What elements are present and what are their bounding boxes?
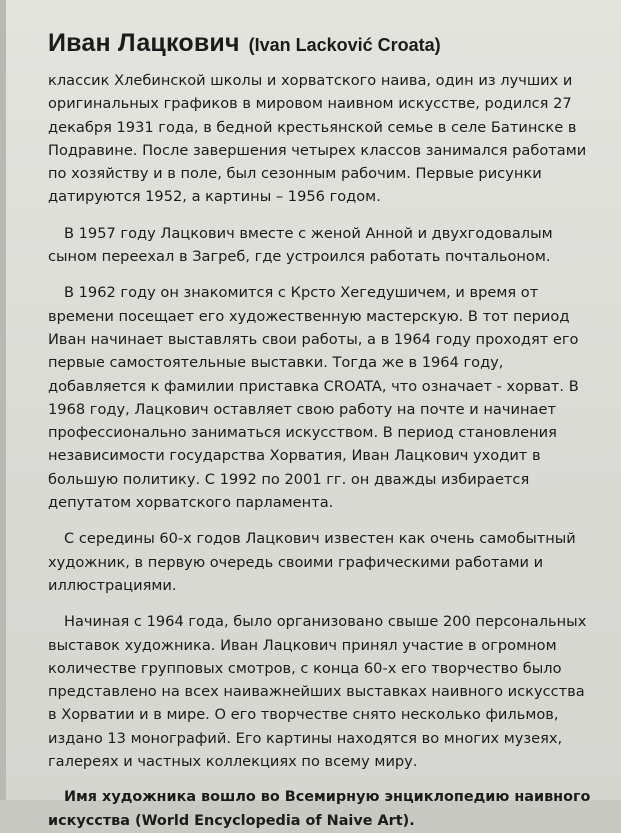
title-latin-name: (Ivan Lacković Croata) [248, 35, 441, 55]
paragraph-graphic-works: С середины 60-х годов Лацкович известен как очень самобытный художник, в первую очередь своими графическими работами и иллюстрациями. [48, 530, 576, 594]
paragraph-biography-intro: классик Хлебинской школы и хорватского наива, один из лучших и оригинальных графиков в мировом наивном искусстве, родился 27 декабря 1931 года, в бедной крестьянской семье в селе Батинске в Подравине. После завершения четырех классов занимался работами по хозяйству и в поле, был сезонным рабочим. Первые рисунки датируются 1952, а картины – 1956 годом. [48, 72, 587, 206]
paragraph-encyclopedia: Имя художника вошло во Всемирную энциклопедию наивного искусства (World Encyclopedia of Naive Art). [48, 789, 591, 829]
paragraph-move-to-zagreb: В 1957 году Лацкович вместе с женой Анной и двухгодовалым сыном переехал в Загреб, где устроился работать почтальоном. [48, 224, 553, 266]
paragraph-exhibitions: Начиная с 1964 года, было организовано свыше 200 персональных выставок художника. Иван Лацкович принял участие в огромном количестве групповых смотров, с конца 60-х его творчество было представлено на всех наиважнейших выставках наивного искусства в Хорватии и в мире. О его творчестве снято несколько фильмов, издано 13 монографий. Его картины находятся во многих музеях, галереях и частных коллекциях по всему миру. [48, 613, 587, 771]
title-name: Иван Лацкович [48, 29, 240, 57]
sheet-edge-shadow [0, 0, 6, 800]
page-title [48, 22, 597, 59]
paragraph-career: В 1962 году он знакомится с Крсто Хегедушичем, и время от времени посещает его художественную мастерскую. В тот период Иван начинает выставлять свои работы, а в 1964 году проходят его первые самостоятельные выставки. Тогда же в 1964 году, добавляется к фамилии приставка CROATA, что означает - хорват. В 1968 году, Лацкович оставляет свою работу на почте и начинает профессионально заниматься искусством. В период становления независимости государства Хорватия, Иван Лацкович уходит в большую политику. С 1992 по 2001 гг. он дважды избирается депутатом хорватского парламента. [48, 284, 579, 512]
